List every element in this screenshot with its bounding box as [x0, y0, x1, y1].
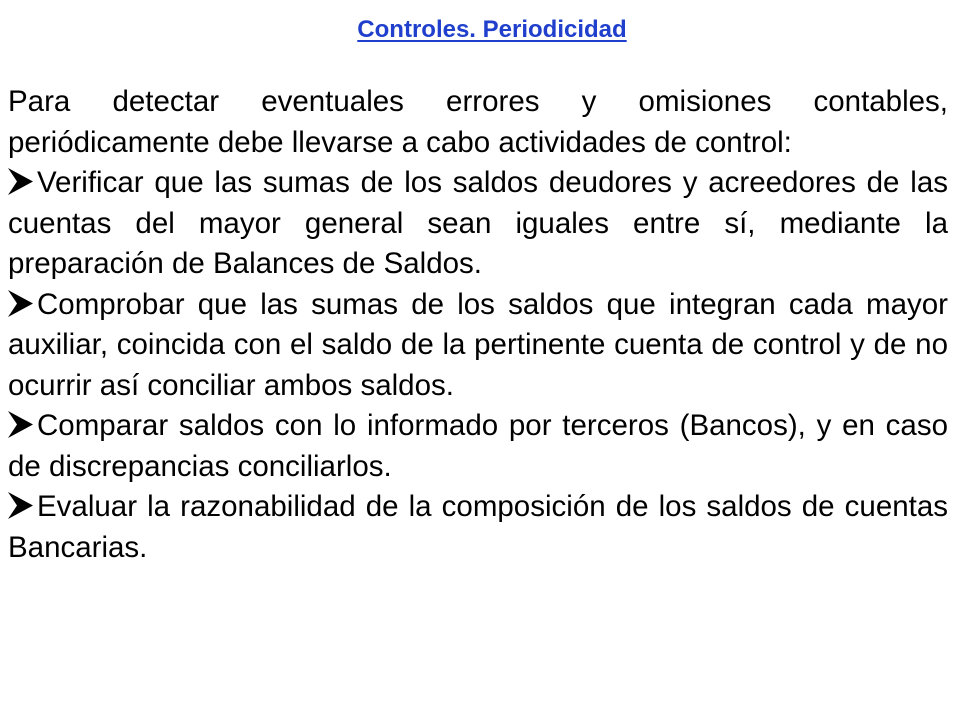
arrow-bullet-icon — [8, 492, 33, 519]
bullet-item-3 — [8, 406, 948, 487]
bullet-text: Verificar que las sumas de los saldos deudores y acreedores de las cuentas del mayor general sean iguales entre sí, mediante la preparación de Balances de Saldos. — [8, 166, 948, 280]
slide-body — [8, 82, 948, 568]
arrow-bullet-icon — [8, 168, 33, 195]
arrow-bullet-icon — [8, 411, 33, 438]
arrow-bullet-icon — [8, 290, 33, 317]
slide-title: Controles. Periodicidad — [357, 16, 627, 43]
bullet-text: Comparar saldos con lo informado por terceros (Bancos), y en caso de discrepancias conciliarlos. — [8, 409, 948, 483]
bullet-item-1 — [8, 163, 948, 285]
bullet-text: Comprobar que las sumas de los saldos que integran cada mayor auxiliar, coincida con el saldo de la pertinente cuenta de control y de no ocurrir así conciliar ambos saldos. — [8, 287, 948, 402]
bullet-item-2 — [8, 285, 948, 407]
bullet-item-4 — [8, 487, 948, 568]
intro-paragraph: Para detectar eventuales errores y omisiones contables, periódicamente debe llevarse a cabo actividades de control: — [8, 85, 948, 159]
bullet-text: Evaluar la razonabilidad de la composición de los saldos de cuentas Bancarias. — [8, 490, 948, 564]
